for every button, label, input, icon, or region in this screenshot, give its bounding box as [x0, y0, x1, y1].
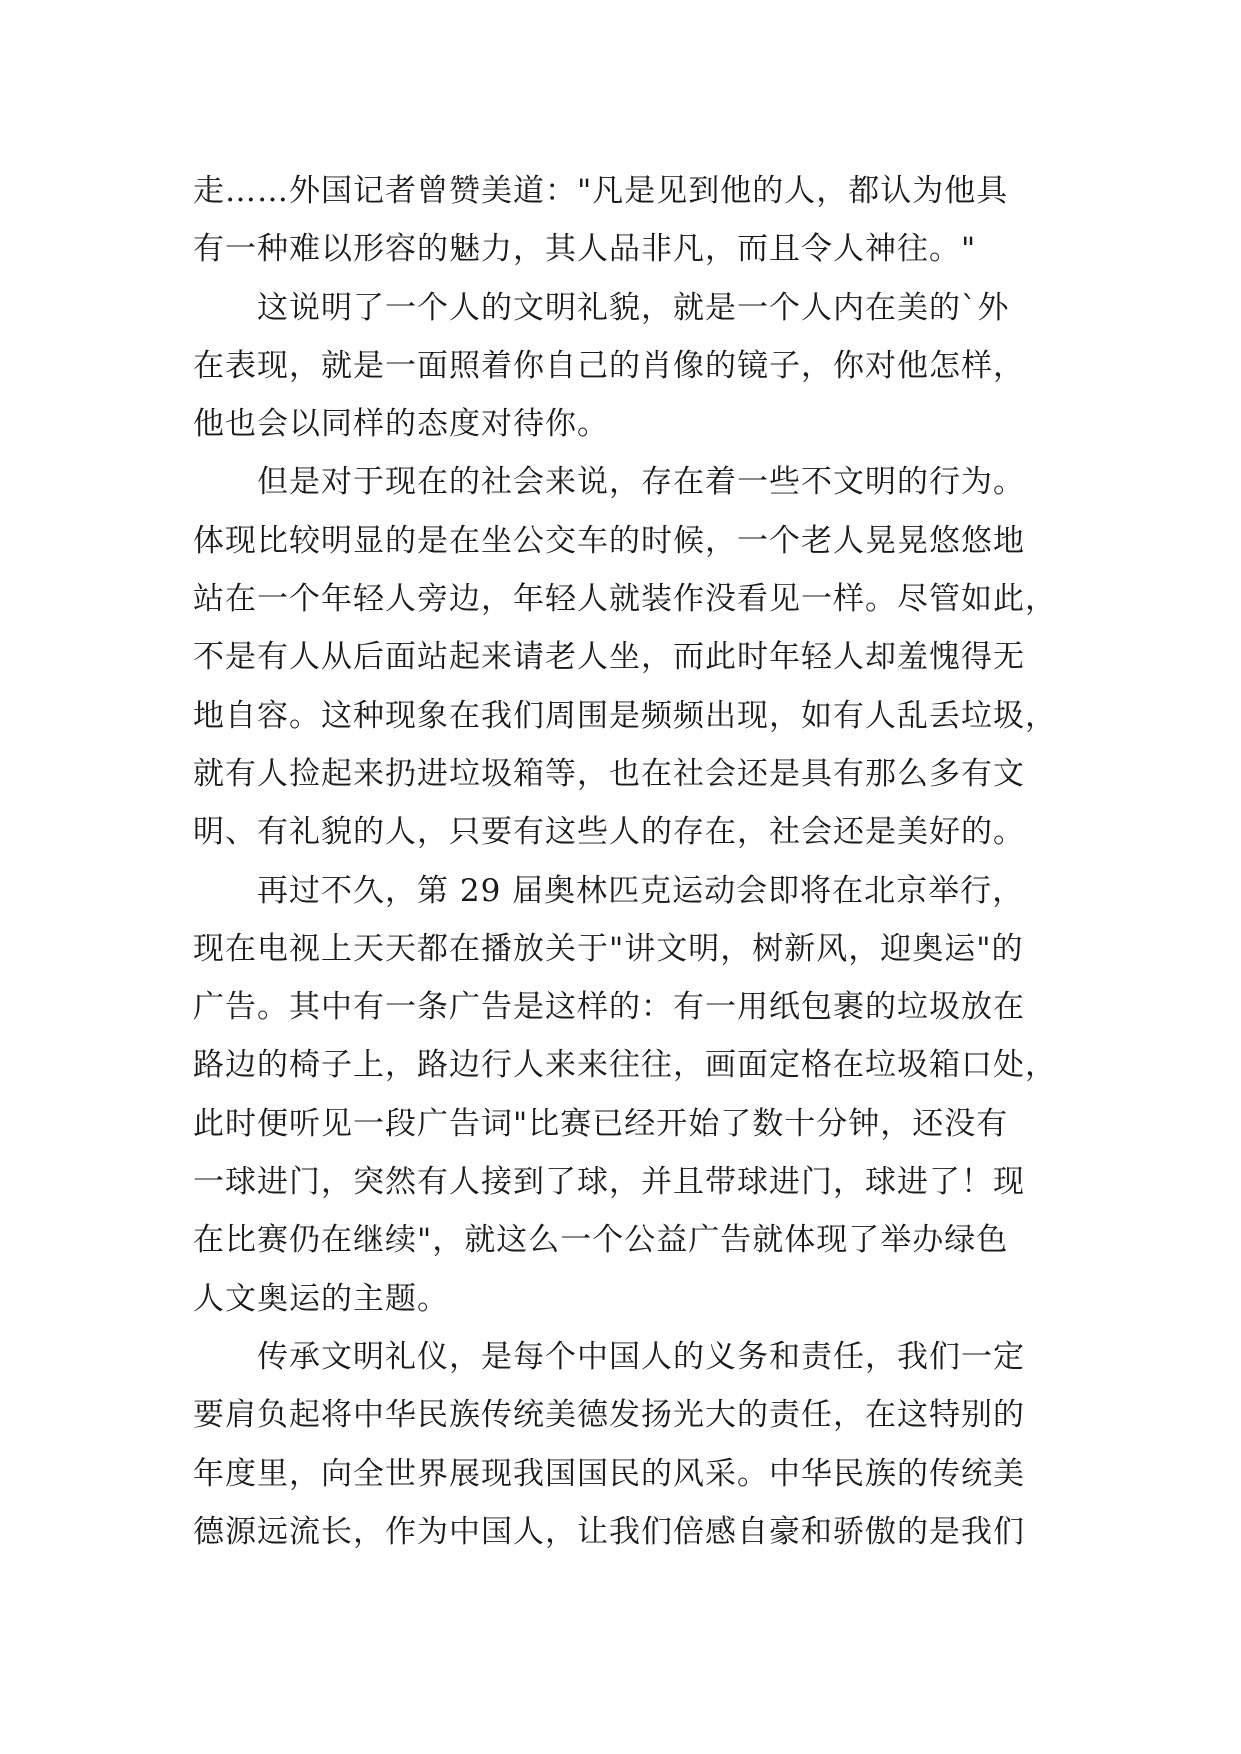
text-line: 此时便听见一段广告词"比赛已经开始了数十分钟，还没有 — [193, 1105, 1009, 1142]
text-line: 有一种难以形容的魅力，其人品非凡，而且令人神往。" — [193, 231, 977, 268]
text-line: 站在一个年轻人旁边，年轻人就装作没看见一样。尽管如此， — [193, 581, 1057, 618]
text-line: 就有人捡起来扔进垃圾箱等，也在社会还是具有那么多有文 — [193, 755, 1025, 792]
text-line: 广告。其中有一条广告是这样的：有一用纸包裹的垃圾放在 — [193, 989, 1025, 1026]
text-line: 不是有人从后面站起来请老人坐，而此时年轻人却羞愧得无 — [193, 639, 1025, 676]
text-line: 地自容。这种现象在我们周围是频频出现，如有人乱丢垃圾， — [193, 697, 1057, 734]
text-line: 再过不久，第 29 届奥林匹克运动会即将在北京举行， — [257, 872, 1025, 909]
text-line: 在表现，就是一面照着你自己的肖像的镜子，你对他怎样， — [193, 347, 1025, 384]
text-line: 一球进门，突然有人接到了球，并且带球进门，球进了！现 — [193, 1164, 1025, 1201]
text-line: 要肩负起将中华民族传统美德发扬光大的责任，在这特别的 — [193, 1397, 1025, 1434]
text-line: 他也会以同样的态度对待你。 — [193, 406, 609, 443]
text-line: 德源远流长，作为中国人，让我们倍感自豪和骄傲的是我们 — [193, 1513, 1025, 1550]
text-line: 明、有礼貌的人，只要有这些人的存在，社会还是美好的。 — [193, 814, 1025, 851]
text-line: 传承文明礼仪，是每个中国人的义务和责任，我们一定 — [257, 1338, 1025, 1375]
body-text — [193, 162, 1055, 1561]
text-line: 但是对于现在的社会来说，存在着一些不文明的行为。 — [257, 464, 1025, 501]
text-line: 体现比较明显的是在坐公交车的时候，一个老人晃晃悠悠地 — [193, 522, 1025, 559]
text-line: 现在电视上天天都在播放关于"讲文明，树新风，迎奥运"的 — [193, 930, 1024, 967]
text-line: 人文奥运的主题。 — [193, 1280, 449, 1317]
text-line: 在比赛仍在继续"，就这么一个公益广告就体现了举办绿色 — [193, 1222, 1009, 1259]
text-line: 走……外国记者曾赞美道："凡是见到他的人，都认为他具 — [193, 173, 1009, 209]
text-line: 年度里，向全世界展现我国国民的风采。中华民族的传统美 — [193, 1455, 1025, 1492]
text-line: 这说明了一个人的文明礼貌，就是一个人内在美的`外 — [257, 289, 1010, 326]
text-line: 路边的椅子上，路边行人来来往往，画面定格在垃圾箱口处， — [193, 1047, 1057, 1084]
